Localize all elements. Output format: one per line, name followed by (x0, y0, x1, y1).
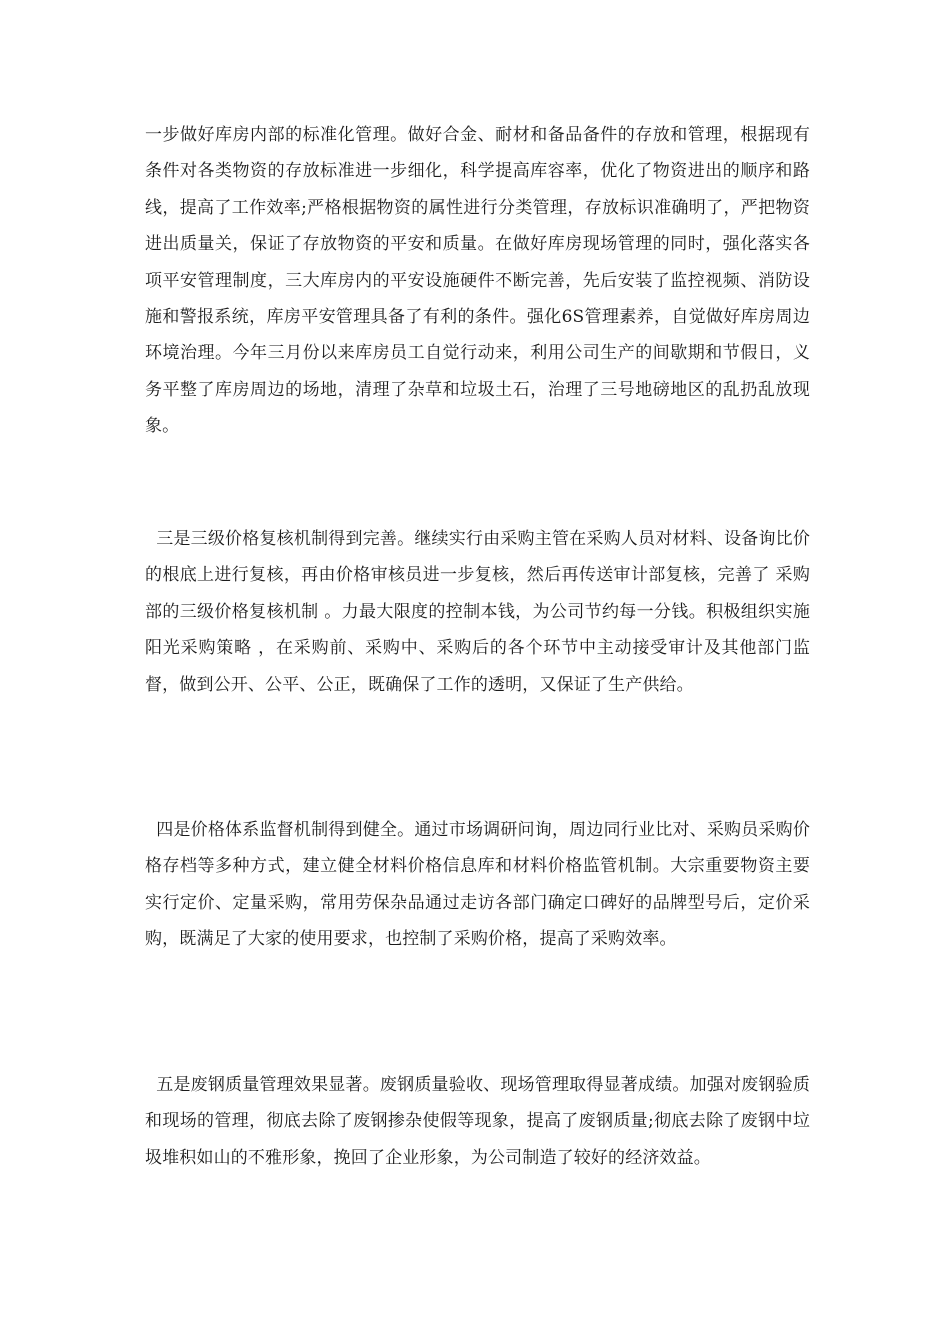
paragraph-scrap-steel-quality: 五是废钢质量管理效果显著。废钢质量验收、现场管理取得显著成绩。加强对废钢验质和现场的管理，彻底去除了废钢掺杂使假等现象，提高了废钢质量;彻底去除了废钢中垃圾堆积如山的不雅形象，挽回了企业形象，为公司制造了较好的经济效益。 (145, 1075, 811, 1168)
paragraph-price-supervision: 四是价格体系监督机制得到健全。通过市场调研问询，周边同行业比对、采购员采购价格存档等多种方式，建立健全材料价格信息库和材料价格监管机制。大宗重要物资主要实行定价、定量采购，常用劳保杂品通过走访各部门确定口碑好的品牌型号后，定价采购，既满足了大家的使用要求，也控制了采购价格，提高了采购效率。 (145, 820, 811, 950)
paragraph-price-review-mechanism: 三是三级价格复核机制得到完善。继续实行由采购主管在采购人员对材料、设备询比价的根底上进行复核，再由价格审核员进一步复核，然后再传送审计部复核，完善了 采购部的三级价格复核机制 。力最大限度的控制本钱，为公司节约每一分钱。积极组织实施 阳光采购策略 ，在采购前、采购中、采购后的各个环节中主动接受审计及其他部门监督，做到公开、公平、公正，既确保了工作的透明，又保证了生产供给。 (145, 529, 816, 695)
paragraph-warehouse-management: 一步做好库房内部的标准化管理。做好合金、耐材和备品备件的存放和管理，根据现有条件对各类物资的存放标准进一步细化，科学提高库容率，优化了物资进出的顺序和路线，提高了工作效率;严格根据物资的属性进行分类管理，存放标识准确明了，严把物资进出质量关，保证了存放物资的平安和质量。在做好库房现场管理的同时，强化落实各项平安管理制度，三大库房内的平安设施硬件不断完善，先后安装了监控视频、消防设施和警报系统，库房平安管理具备了有利的条件。强化6S管理素养，自觉做好库房周边环境治理。今年三月份以来库房员工自觉行动来，利用公司生产的间歇期和节假日，义务平整了库房周边的场地，清理了杂草和垃圾土石，治理了三号地磅地区的乱扔乱放现象。 (145, 125, 810, 437)
